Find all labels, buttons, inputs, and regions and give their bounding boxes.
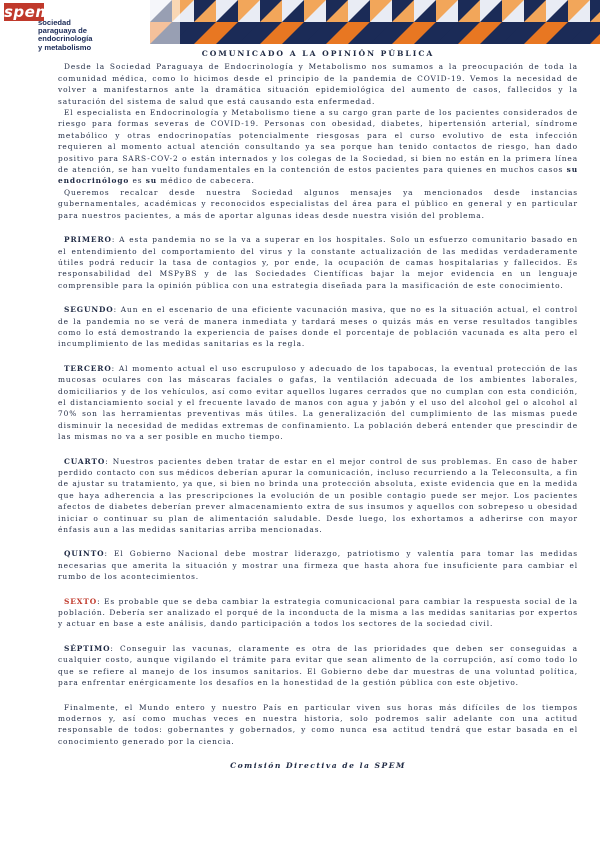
point-primero: PRIMERO: A esta pandemia no se la va a superar en los hospitales. Solo un esfuerzo comunitario basado en el entendimiento del comportamiento del virus y la constante actualización de las medidas verdaderamente útiles podrá reducir la tasa de contagios y, por ende, la ocupación de camas hospitalarias y fallecidos. Es responsabilidad del MSPyBS y de las Sociedades Científicas bajar la mejor evidencia en un lenguaje comprensible para la opinión pública con una estrategia diseñada para la masificación de este conocimiento. — [58, 235, 578, 290]
logo-mark: spem — [4, 3, 52, 21]
intro-paragraph-1: Desde la Sociedad Paraguaya de Endocrinología y Metabolismo nos sumamos a la preocupación de toda la comunidad médica, como lo hicimos desde el principio de la pandemia de COVID-19. Vemos la necesidad de volver a manifestarnos ante la dramática situación epidemiológica del aumento de casos, fallecidos y la saturación del sistema de salud que está causando esta enfermedad. — [58, 62, 578, 106]
point-tercero: TERCERO: Al momento actual el uso escrupuloso y adecuado de los tapabocas, la eventual protección de las mucosas oculares con las máscaras faciales o gafas, la ventilación adecuada de los ambientes laborales, domiciliarios y de los vehículos, así como evitar aquellos lugares cerrados que no cumplan con esta condición, el distanciamiento social y el frecuente lavado de manos con agua y jabón y el uso del alcohol gel o alcohol al 70% son las herramientas preventivas más útiles. La generalización del cumplimiento de las mismas puede disminuir la necesidad de medidas extremas de confinamiento. La población deberá entender que prescindir de las mismas no va a ser posible en mucho tiempo. — [58, 363, 578, 442]
point-segundo: SEGUNDO: Aun en el escenario de una eficiente vacunación masiva, que no es la situación actual, el control de la pandemia no se verá de manera inmediata y tardará meses o quizás más en verse resultados tangibles como lo está demostrando la experiencia de países donde el porcentaje de población vacunada es alta pero el incumplimiento de las medidas sanitarias es la regla. — [58, 305, 578, 349]
closing-paragraph: Finalmente, el Mundo entero y nuestro País en particular viven sus horas más difíciles de los tiempos modernos y, así como muchas veces en nuestra historia, solo podremos salir adelante con una actitud responsable de todos: gobernantes y gobernados, y como nunca esa actitud tendrá que estar basada en el conocimiento generado por la ciencia. — [58, 702, 578, 746]
intro-paragraph-3: Queremos recalcar desde nuestra Sociedad algunos mensajes ya mencionados desde instancias gubernamentales, académicas y reconocidos especialistas del área para el público en general y en particular para nuestros pacientes, a más de aportar algunas ideas desde nuestra visión del problema. — [58, 187, 578, 220]
logo-text: sociedad paraguaya de endocrinología y metabolismo — [38, 18, 93, 52]
point-septimo: SÉPTIMO: Conseguir las vacunas, claramente es otra de las prioridades que deben ser conseguidas a cualquier costo, aunque vigilando el trámite para evitar que sean alimento de la corrupción, así como todo lo que se refiere al manejo de los insumos sanitarios. El Gobierno debe dar muestras de una voluntad política, para enfrentar enérgicamente los desafíos en la honestidad de la gestión pública con este objetivo. — [58, 643, 578, 688]
intro-paragraph-2: El especialista en Endocrinología y Metabolismo tiene a su cargo gran parte de los pacientes considerados de riesgo para formas severas de COVID-19. Personas con obesidad, diabetes, hipertensión arterial, síndrome metabólico y otras endocrinopatías potencialmente riesgosas para el curso evolutivo de esta infección requieren al momento actual atención consultando ya sea porque han tenido contactos de riesgo, han dado positivo para SARS-COV-2 o están internados y los colegas de la Sociedad, si bien no están en la primera línea de atención, se han vuelto fundamentales en la contención de estos pacientes para quienes en muchos casos su endocrinólogo es su médico de cabecera. — [58, 108, 578, 186]
point-quinto: QUINTO: El Gobierno Nacional debe mostrar liderazgo, patriotismo y valentía para tomar las medidas necesarias que amerita la situación y mostrar una firmeza que hasta ahora fue insuficiente para cambiar el rumbo de los acontecimientos. — [58, 549, 578, 582]
point-cuarto: CUARTO: Nuestros pacientes deben tratar de estar en el mejor control de sus problemas. En caso de haber perdido contacto con sus médicos deberían apurar la comunicación, incluso recurriendo a la Teleconsulta, a fin de ajustar su tratamiento, ya que, si bien no brinda una protección absoluta, existe evidencia que en la medida que haya adherencia a las prescripciones la evolución de un posible contagio puede ser mejor. Los pacientes afectos de diabetes deberían prever almacenamiento extra de sus insumos y aquellos con sobrepeso u obesidad iniciar o continuar su plan de alimentación saludable. Desde luego, los exhortamos a adherirse con mayor énfasis aun a las medidas sanitarias arriba mencionadas. — [58, 456, 578, 535]
signature: Comisión Directiva de la SPEM — [230, 761, 406, 771]
spem-logo — [4, 3, 114, 55]
document-title: COMUNICADO A LA OPINIÓN PÚBLICA — [201, 49, 435, 58]
point-sexto: SEXTO: Es probable que se deba cambiar la estrategia comunicacional para cambiar la respuesta social de la población. Debería ser analizado el porqué de la inconducta de la misma a las medidas sanitarias por expertos y actuar en base a este análisis, dando participación a todos los sectores de la sociedad civil. — [58, 596, 578, 629]
communique-body — [58, 48, 578, 772]
